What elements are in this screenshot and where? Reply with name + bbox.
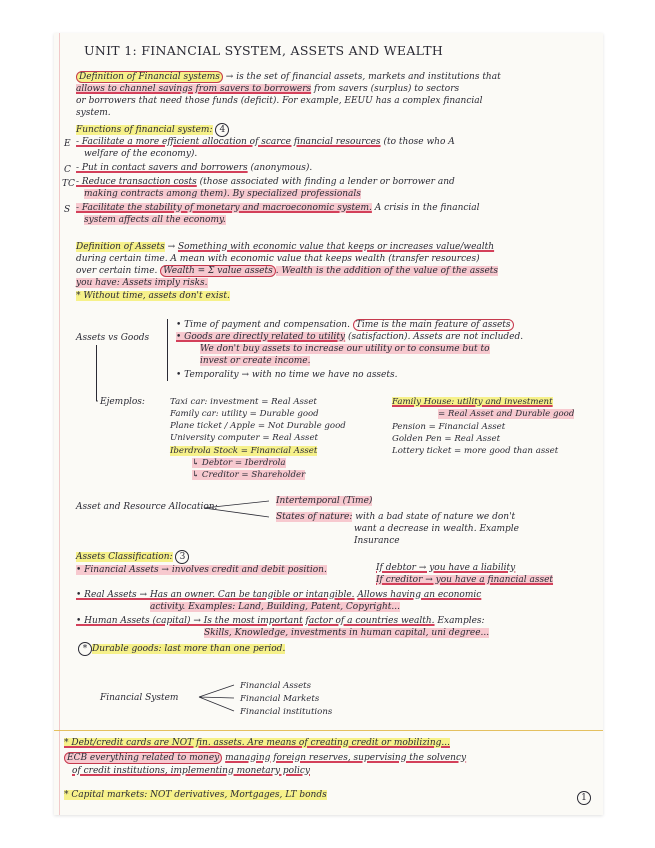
example-right-4: Golden Pen = Real Asset (392, 434, 501, 444)
f4-mark: S (64, 205, 71, 215)
assets-vs-goods-label: Assets vs Goods (76, 333, 150, 343)
note-2-cont: of credit institutions, implementing monetary policy (72, 766, 310, 776)
avg-bullet-3: • Temporality → with no time we have no assets. (176, 370, 398, 380)
example-left-3: Plane ticket / Apple = Not Durable good (170, 421, 346, 431)
note-3: * Capital markets: NOT derivatives, Mortgages, LT bonds (64, 790, 327, 800)
allocation-2: States of nature: with a bad state of nature we don't (276, 512, 516, 522)
fs-item-3: Financial institutions (240, 707, 333, 717)
page-title: UNIT 1: FINANCIAL SYSTEM, ASSETS AND WEALTH (84, 43, 444, 58)
function-4: - Facilitate the stability of monetary and macroeconomic system. A crisis in the financial (76, 203, 480, 213)
def-fs-line-1: Definition of Financial systems → is the set of financial assets, markets and institutions that (76, 72, 501, 83)
def-assets-line-3: over certain time. Wealth = Σ value assets . Wealth is the addition of the value of the assets (76, 266, 499, 276)
def-assets-line-4: you have: Assets imply risks. (76, 278, 208, 288)
allocation-1: Intertemporal (Time) (276, 496, 373, 506)
note-2: ECB everything related to money managing foreign reserves, supervising the solvency (64, 753, 466, 764)
example-left-6: ↳ Debtor = Iberdrola (192, 458, 286, 468)
f1-mark: E (64, 139, 71, 149)
functions-heading: Functions of financial system: 4 (76, 123, 229, 137)
examples-label: Ejemplos: (100, 397, 145, 407)
f3-mark: TC (62, 179, 75, 189)
def-fs-line-2: allows to channel savings from savers to borrowers from savers (surplus) to sectors (76, 84, 460, 94)
f2-mark: C (64, 165, 71, 175)
example-left-1: Taxi car: investment = Real Asset (170, 397, 317, 407)
example-right-3: Pension = Financial Asset (392, 422, 506, 432)
financial-assets: • Financial Assets → involves credit and debit position. (76, 565, 327, 575)
notes-divider (54, 730, 603, 731)
fs-item-1: Financial Assets (240, 681, 312, 691)
def-fs-line-4: system. (76, 108, 111, 118)
avg-bullet-2-cont-1: We don't buy assets to increase our utility or to consume but to (200, 344, 490, 354)
page-number: 1 (577, 785, 591, 805)
fs-item-2: Financial Markets (240, 694, 320, 704)
allocation-label: Asset and Resource Allocation: (76, 502, 218, 512)
avg-bullet-2-cont-2: invest or create income. (200, 356, 311, 366)
example-right-1: Family House: utility and investment (392, 397, 553, 407)
avg-bullet-2: • Goods are directly related to utility (satisfaction). Assets are not included. (176, 332, 524, 342)
function-1: - Facilitate a more efficient allocation of scarce financial resources (to those who A (76, 137, 455, 147)
function-1-cont: welfare of the economy). (84, 149, 198, 159)
human-assets: • Human Assets (capital) → Is the most important factor of a countries wealth. Examples: (76, 616, 485, 626)
function-3: - Reduce transaction costs (those associated with finding a lender or borrower and (76, 177, 455, 187)
example-left-7: ↳ Creditor = Shareholder (192, 470, 306, 480)
example-left-2: Family car: utility = Durable good (170, 409, 319, 419)
example-right-5: Lottery ticket = more good than asset (392, 446, 559, 456)
def-assets-line-2: during certain time. A mean with economic value that keeps wealth (transfer resources) (76, 254, 480, 264)
fa-debtor: If debtor → you have a liability (376, 563, 516, 573)
function-3-cont: making contracts among them). By specialized professionals (84, 189, 361, 199)
durable-goods-mark: * (78, 642, 92, 656)
classification-heading: Assets Classification: 3 (76, 550, 189, 564)
real-assets: • Real Assets → Has an owner. Can be tangible or intangible. Allows having an economic (76, 590, 482, 600)
note-1: * Debt/credit cards are NOT fin. assets. Are means of creating credit or mobilizing... (64, 738, 450, 748)
def-assets-line-5: * Without time, assets don't exist. (76, 291, 230, 301)
function-2: - Put in contact savers and borrowers (anonymous). (76, 163, 313, 173)
function-4-cont: system affects all the economy. (84, 215, 226, 225)
def-assets-line-1: Definition of Assets → Something with economic value that keeps or increases value/wealth (76, 242, 495, 252)
allocation-2-cont-1: want a decrease in wealth. Example (354, 524, 519, 534)
example-right-2: = Real Asset and Durable good (438, 409, 575, 419)
avg-bullet-1: • Time of payment and compensation. Time is the main feature of assets (176, 320, 514, 331)
arrow-overlay (54, 33, 603, 815)
example-left-5: Iberdrola Stock = Financial Asset (170, 446, 318, 456)
def-assets-term: Definition of Assets (76, 242, 165, 252)
fa-creditor: If creditor → you have a financial asset (376, 575, 554, 585)
example-left-4: University computer = Real Asset (170, 433, 318, 443)
def-fs-line-3: or borrowers that need those funds (deficit). For example, EEUU has a complex financial (76, 96, 483, 106)
human-assets-cont: Skills, Knowledge, investments in human capital, uni degree... (204, 628, 490, 638)
functions-count: 4 (215, 123, 229, 137)
notebook-page (54, 33, 603, 815)
classification-count: 3 (175, 550, 189, 564)
financial-system-label: Financial System (100, 693, 179, 703)
def-fs-term: Definition of Financial systems (76, 71, 223, 83)
allocation-2-cont-2: Insurance (354, 536, 400, 546)
real-assets-cont: activity. Examples: Land, Building, Patent, Copyright... (150, 602, 401, 612)
durable-goods: * Durable goods: last more than one period. (78, 642, 285, 656)
